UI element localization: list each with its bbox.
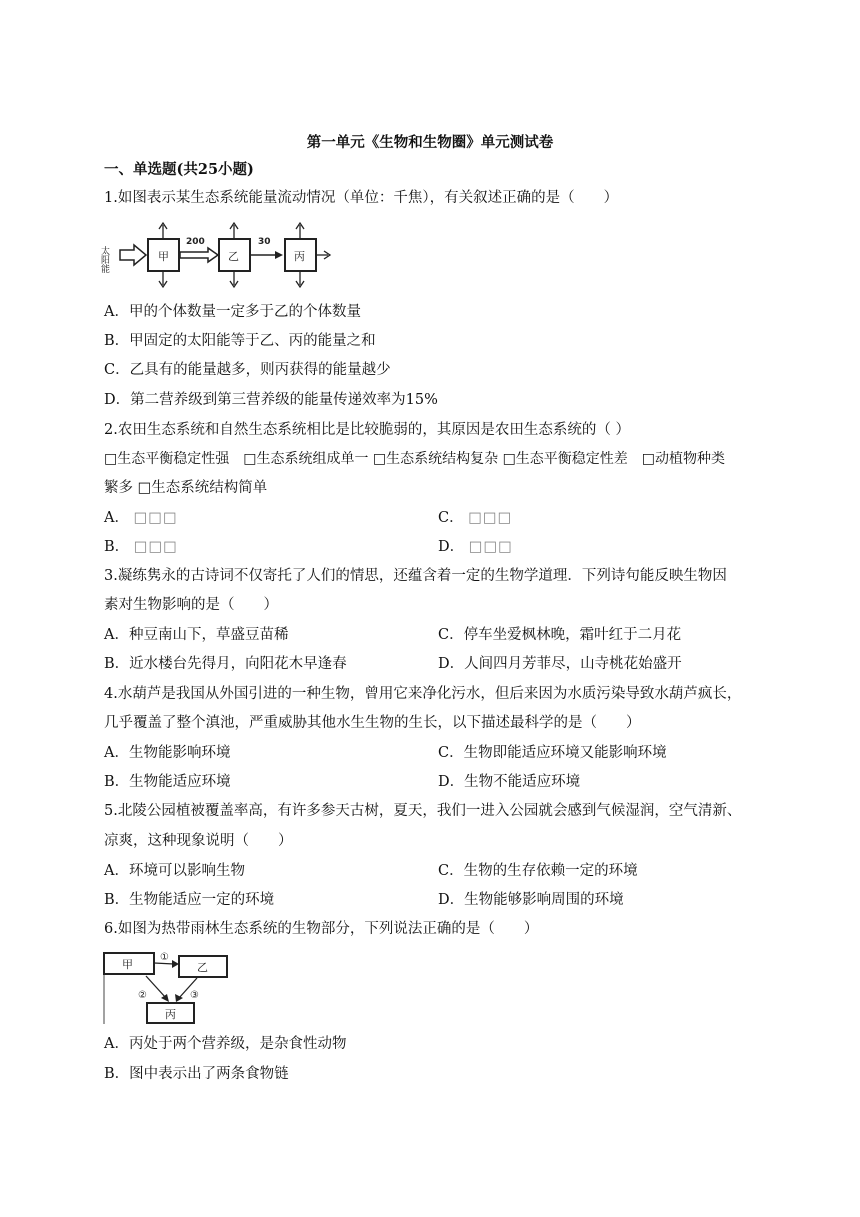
arrow-label-3: ③ bbox=[190, 990, 199, 1001]
node-jia-label: 甲 bbox=[158, 250, 169, 263]
question-2-stem: 2.农田生态系统和自然生态系统相比是比较脆弱的，其原因是农田生态系统的（ ） bbox=[104, 422, 630, 438]
node-yi-label: 乙 bbox=[228, 250, 239, 263]
question-2-choices-line2: 繁多 □生态系统结构简单 bbox=[104, 480, 268, 496]
food-web-diagram bbox=[102, 950, 237, 1028]
q1-option-d[interactable]: D．第二营养级到第三营养级的能量传递效率为15% bbox=[104, 392, 438, 408]
q6-option-b[interactable]: B．图中表示出了两条食物链 bbox=[104, 1066, 289, 1082]
question-6-stem: 6.如图为热带雨林生态系统的生物部分，下列说法正确的是（ ） bbox=[104, 921, 539, 937]
question-3-stem: 3.凝练隽永的古诗词不仅寄托了人们的情思，还蕴含着一定的生物学道理．下列诗句能反映生物因 bbox=[104, 568, 727, 584]
sun-arrow bbox=[120, 245, 146, 265]
q5-option-b[interactable]: B．生物能适应一定的环境 bbox=[104, 892, 275, 908]
node-bing-label: 丙 bbox=[294, 250, 305, 263]
page-title: 第一单元《生物和生物圈》单元测试卷 bbox=[306, 134, 554, 151]
arrow-label-2: ② bbox=[138, 990, 147, 1001]
arrow-label-1: ① bbox=[160, 952, 169, 963]
question-3-stem-cont: 素对生物影响的是（ ） bbox=[104, 597, 278, 613]
q3-option-c[interactable]: C．停车坐爱枫林晚，霜叶红于二月花 bbox=[438, 627, 682, 643]
q2-option-c[interactable]: C． □□□ bbox=[438, 510, 513, 526]
question-5-stem-cont: 凉爽，这种现象说明（ ） bbox=[104, 833, 293, 849]
q3-option-a[interactable]: A．种豆南山下，草盛豆苗稀 bbox=[104, 627, 289, 643]
question-1-stem: 1.如图表示某生态系统能量流动情况（单位：千焦），有关叙述正确的是（ ） bbox=[104, 190, 619, 206]
q5-option-a[interactable]: A．环境可以影响生物 bbox=[104, 863, 245, 879]
arrow-jia-yi bbox=[180, 248, 218, 262]
question-4-stem-cont: 几乎覆盖了整个滇池，严重威胁其他水生生物的生长，以下描述最科学的是（ ） bbox=[104, 715, 641, 731]
q1-option-a[interactable]: A．甲的个体数量一定多于乙的个体数量 bbox=[104, 304, 361, 320]
q3-option-d[interactable]: D．人间四月芳菲尽，山寺桃花始盛开 bbox=[438, 656, 682, 672]
q5-option-d[interactable]: D．生物能够影响周围的环境 bbox=[438, 892, 624, 908]
q3-option-b[interactable]: B．近水楼台先得月，向阳花木早逢春 bbox=[104, 656, 347, 672]
q4-option-c[interactable]: C．生物即能适应环境又能影响环境 bbox=[438, 745, 667, 761]
q6-option-a[interactable]: A．丙处于两个营养级，是杂食性动物 bbox=[104, 1036, 347, 1052]
q4-option-b[interactable]: B．生物能适应环境 bbox=[104, 774, 231, 790]
diagram-source-label: 太阳能 bbox=[99, 246, 109, 273]
q2-option-d[interactable]: D． □□□ bbox=[438, 539, 513, 555]
food-web-node-jia-label: 甲 bbox=[122, 958, 133, 971]
q1-option-c[interactable]: C．乙具有的能量越多，则丙获得的能量越少 bbox=[104, 362, 391, 378]
flow-value-30: 30 bbox=[258, 237, 271, 247]
energy-flow-diagram bbox=[99, 222, 334, 292]
question-2-choices-line1: □生态平衡稳定性强 □生态系统组成单一 □生态系统结构复杂 □生态平衡稳定性差 □动植物种类 bbox=[104, 451, 726, 467]
section-heading: 一、单选题(共25小题) bbox=[104, 161, 254, 178]
q4-option-a[interactable]: A．生物能影响环境 bbox=[104, 745, 231, 761]
q2-option-a[interactable]: A． □□□ bbox=[104, 510, 178, 526]
food-web-node-bing-label: 丙 bbox=[165, 1008, 176, 1021]
flow-value-200: 200 bbox=[186, 237, 205, 247]
q2-option-b[interactable]: B． □□□ bbox=[104, 539, 178, 555]
food-web-node-yi-label: 乙 bbox=[197, 961, 208, 974]
q5-option-c[interactable]: C．生物的生存依赖一定的环境 bbox=[438, 863, 638, 879]
q1-option-b[interactable]: B．甲固定的太阳能等于乙、丙的能量之和 bbox=[104, 333, 376, 349]
question-5-stem: 5.北陵公园植被覆盖率高，有许多参天古树，夏天，我们一进入公园就会感到气候湿润，空气清新、 bbox=[104, 803, 742, 819]
q4-option-d[interactable]: D．生物不能适应环境 bbox=[438, 774, 581, 790]
question-4-stem: 4.水葫芦是我国从外国引进的一种生物，曾用它来净化污水，但后来因为水质污染导致水葫芦疯长， bbox=[104, 686, 742, 702]
